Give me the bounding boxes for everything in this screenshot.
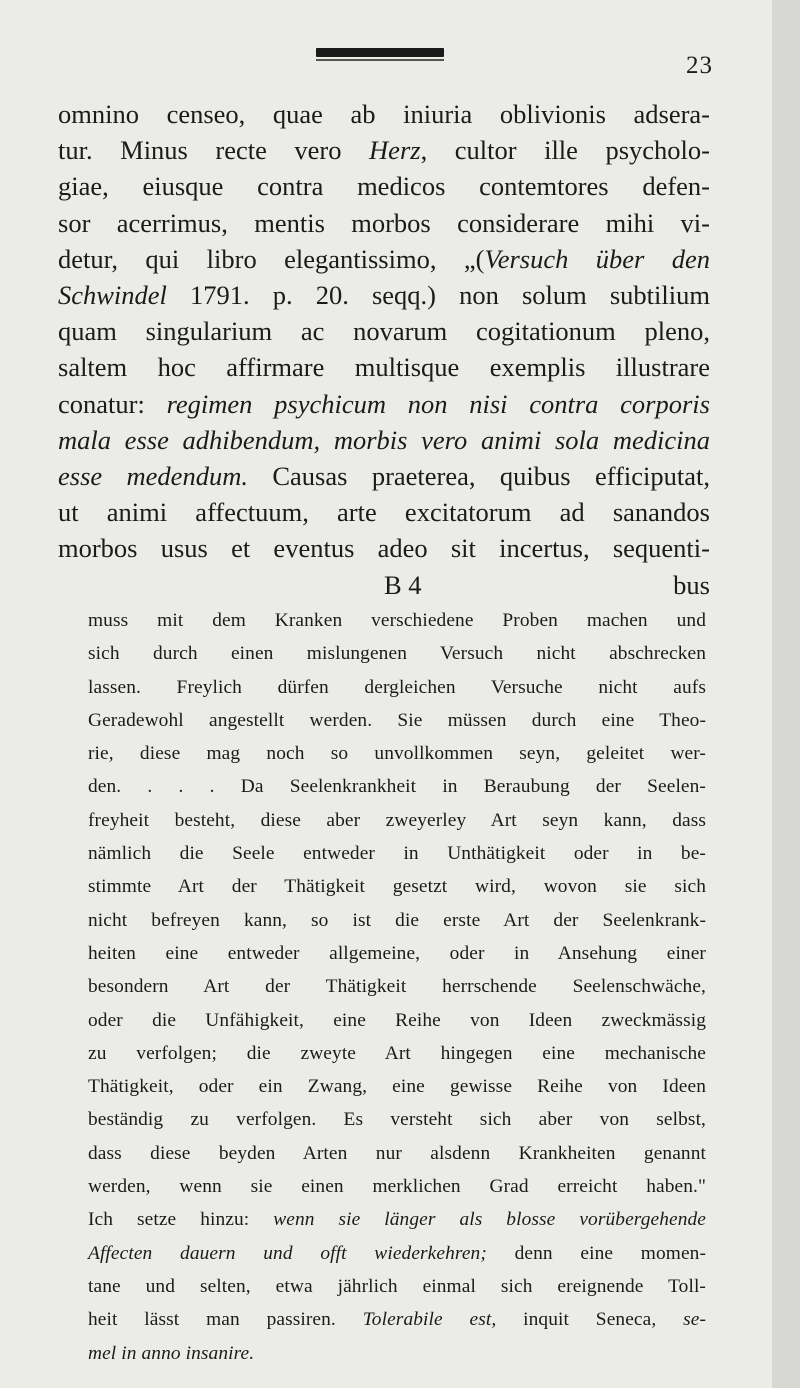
main-text-line: quam singularium ac novarum cogitationum pleno, (58, 316, 710, 347)
main-text-line: giae, eiusque contra medicos contemtores defen- (58, 171, 710, 202)
main-text-line: sor acerrimus, mentis morbos considerare mihi vi- (58, 207, 710, 238)
main-text-line: tur. Minus recte vero Herz, cultor ille psycholo- (58, 135, 710, 166)
quote-text-line: rie, diese mag noch so unvollkommen seyn, geleitet wer- (88, 743, 706, 765)
quote-text-line: Ich setze hinzu: wenn sie länger als blosse vorübergehende (88, 1209, 707, 1231)
quote-text-line: besondern Art der Thätigkeit herrschende Seelenschwäche, (88, 976, 706, 998)
quote-text-line: Thätigkeit, oder ein Zwang, eine gewisse Reihe von Ideen (88, 1076, 706, 1098)
signature-line (58, 567, 710, 603)
main-text-line: ut animi affectuum, arte excitatorum ad sanandos (58, 497, 710, 528)
page-number: 23 (686, 52, 713, 79)
page-edge-shadow (772, 0, 800, 1388)
quote-text-line: freyheit besteht, diese aber zweyerley Art seyn kann, dass (88, 809, 706, 831)
italic-text: esse medendum. (58, 461, 248, 492)
main-text-line: conatur: regimen psychicum non nisi contra corporis (58, 388, 710, 419)
italic-text: se- (683, 1309, 707, 1331)
german-quotation-text (88, 604, 706, 1370)
quote-text-line: Geradewohl angestellt werden. Sie müssen durch eine Theo- (88, 709, 706, 731)
italic-text: Versuch über den (484, 243, 710, 274)
quote-text-line: sich durch einen mislungenen Versuch nicht abschrecken (88, 643, 706, 665)
quote-text-line: dass diese beyden Arten nur alsdenn Krankheiten genannt (88, 1142, 706, 1164)
main-text-line: Schwindel 1791. p. 20. seqq.) non solum subtilium (58, 280, 710, 311)
quote-text-line: den. . . . Da Seelenkrankheit in Beraubung der Seelen- (88, 776, 706, 798)
quote-text-line: tane und selten, etwa jährlich einmal sich ereignende Toll- (88, 1275, 706, 1297)
quote-text-line: nicht befreyen kann, so ist die erste Art der Seelenkrank- (88, 909, 706, 931)
italic-text: Affecten dauern und offt wiederkehren; (88, 1242, 487, 1264)
quote-text-line: beständig zu verfolgen. Es versteht sich aber von selbst, (88, 1109, 706, 1131)
quote-text-line: Affecten dauern und offt wiederkehren; denn eine momen- (88, 1242, 707, 1264)
italic-text: Tolerabile est, (362, 1309, 497, 1331)
main-text-line: omnino censeo, quae ab iniuria oblivionis adsera- (58, 99, 710, 129)
italic-text: regimen psychicum non nisi contra corporis (166, 388, 710, 419)
catchword: bus (673, 569, 710, 600)
quote-text-line (88, 1337, 706, 1370)
italic-text: Schwindel (58, 280, 167, 311)
main-text-line: detur, qui libro elegantissimo, „(Versuch über den (58, 243, 710, 274)
main-text-line: esse medendum. Causas praeterea, quibus efficiputat, (58, 461, 710, 492)
header-rule (316, 48, 444, 57)
main-latin-text (58, 96, 710, 603)
quote-text-line: heiten eine entweder allgemeine, oder in Ansehung einer (88, 942, 706, 964)
quote-text-line: muss mit dem Kranken verschiedene Proben machen und (88, 610, 706, 631)
main-text-line: saltem hoc affirmare multisque exemplis illustrare (58, 352, 710, 383)
main-text-line: morbos usus et eventus adeo sit incertus, sequenti- (58, 533, 710, 564)
signature-mark: B 4 (384, 569, 422, 600)
italic-text: wenn sie länger als blosse vorübergehende (273, 1209, 707, 1231)
quote-text-line: oder die Unfähigkeit, eine Reihe von Ideen zweckmässig (88, 1009, 706, 1031)
italic-text: Herz (369, 135, 421, 166)
quote-text-line: stimmte Art der Thätigkeit gesetzt wird, wovon sie sich (88, 876, 706, 898)
quote-text-line: nämlich die Seele entweder in Unthätigkeit oder in be- (88, 843, 706, 865)
quote-text-line: lassen. Freylich dürfen dergleichen Versuche nicht aufs (88, 676, 706, 698)
quote-text-line: heit lässt man passiren. Tolerabile est, inquit Seneca, se- (88, 1309, 707, 1331)
main-text-line (58, 422, 710, 458)
quote-text-line: werden, wenn sie einen merklichen Grad erreicht haben." (88, 1176, 706, 1198)
italic-text: mel in anno insanire. (88, 1342, 255, 1364)
italic-text: mala esse adhibendum, morbis vero animi sola medicina (58, 424, 710, 455)
quote-text-line: zu verfolgen; die zweyte Art hingegen eine mechanische (88, 1042, 706, 1064)
